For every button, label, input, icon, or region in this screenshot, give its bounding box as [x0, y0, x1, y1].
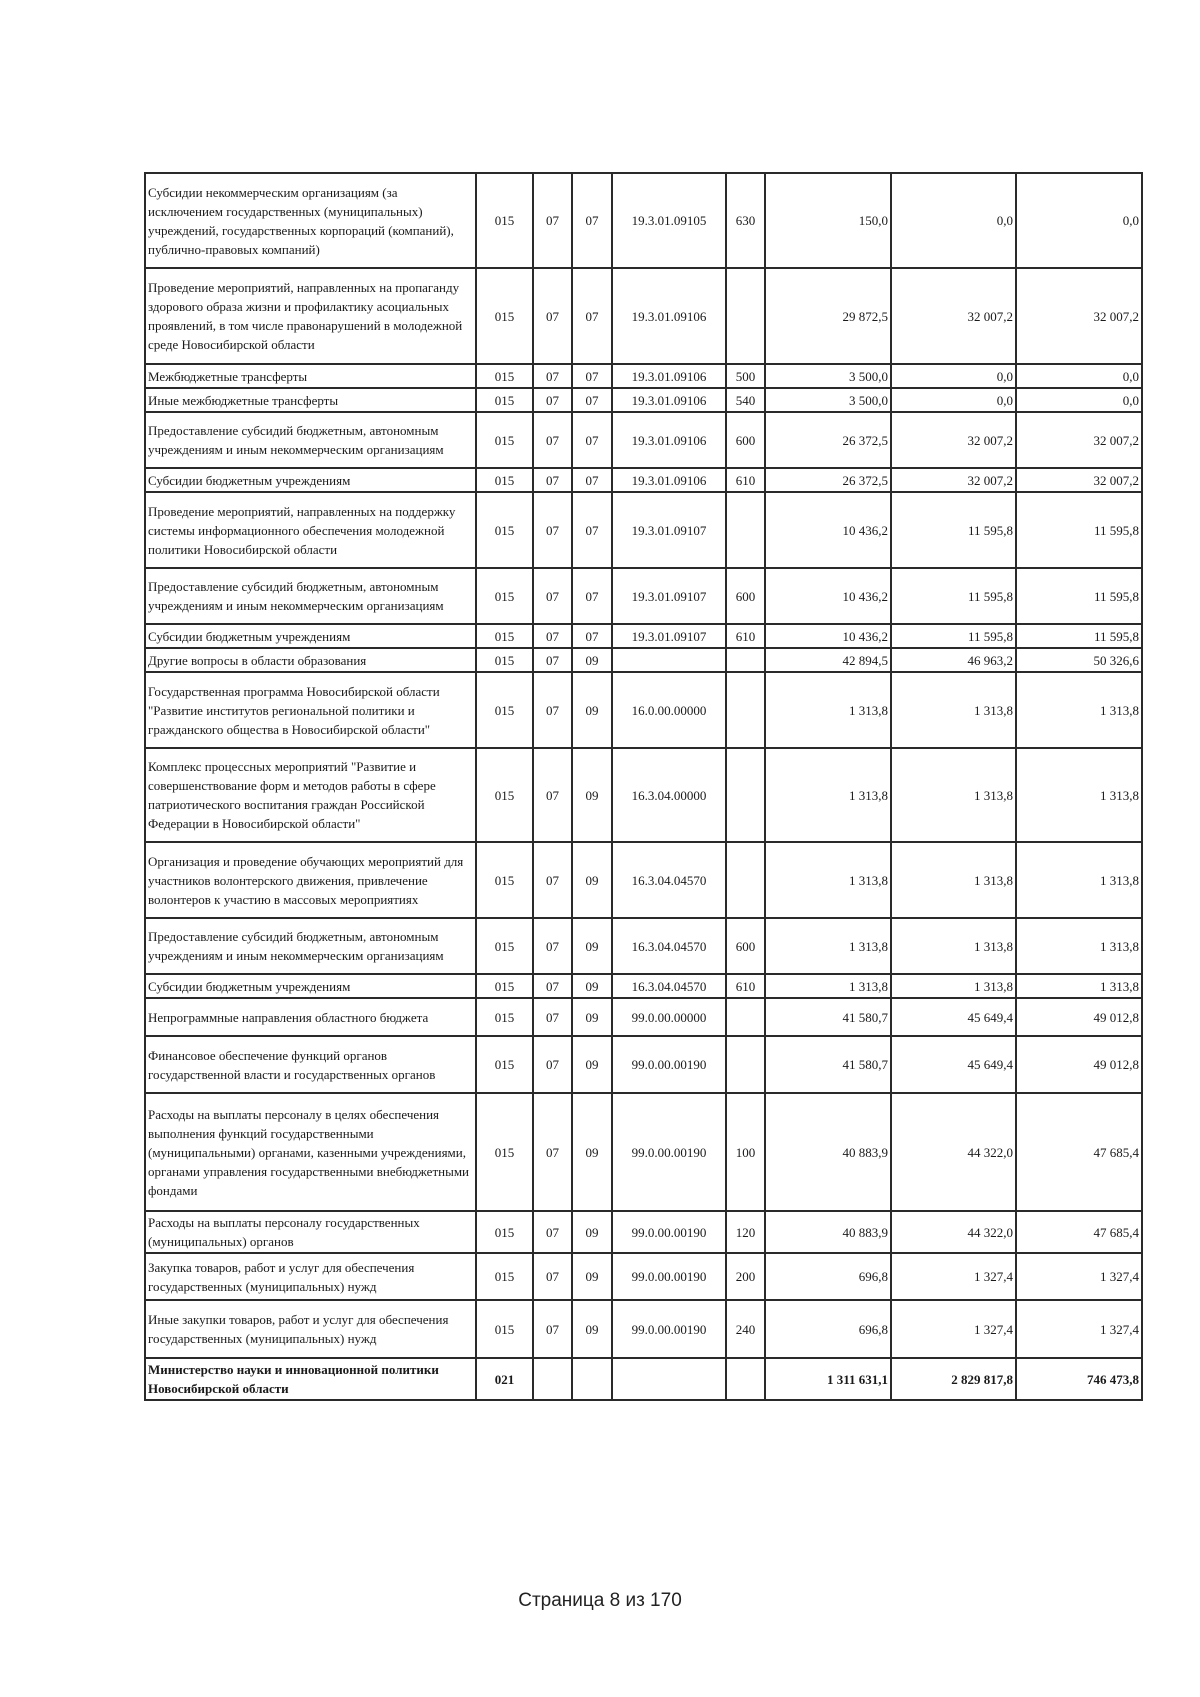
cell-amount-year3: 47 685,4: [1016, 1211, 1142, 1253]
cell-subsection-code: 09: [572, 918, 612, 974]
table-row: [145, 648, 1142, 672]
cell-name: Иные межбюджетные трансферты: [145, 388, 476, 412]
cell-subsection-code: 09: [572, 1036, 612, 1093]
cell-amount-year2: 0,0: [891, 388, 1016, 412]
cell-target-article: 19.3.01.09106: [612, 388, 726, 412]
cell-gr-code: 015: [476, 974, 533, 998]
cell-amount-year2: 44 322,0: [891, 1211, 1016, 1253]
cell-gr-code: 015: [476, 1211, 533, 1253]
cell-expense-type: 500: [726, 364, 765, 388]
table-row: [145, 842, 1142, 918]
cell-gr-code: 015: [476, 624, 533, 648]
cell-target-article: 16.3.04.00000: [612, 748, 726, 842]
cell-expense-type: 630: [726, 173, 765, 268]
cell-section-code: 07: [533, 1093, 572, 1211]
table-row: [145, 1358, 1142, 1400]
cell-expense-type: [726, 672, 765, 748]
cell-expense-type: [726, 748, 765, 842]
cell-name: Другие вопросы в области образования: [145, 648, 476, 672]
table-row: [145, 974, 1142, 998]
cell-section-code: 07: [533, 364, 572, 388]
cell-target-article: [612, 1358, 726, 1400]
cell-target-article: 16.3.04.04570: [612, 974, 726, 998]
cell-gr-code: 015: [476, 998, 533, 1036]
table-row: [145, 1093, 1142, 1211]
cell-amount-year2: 32 007,2: [891, 412, 1016, 468]
cell-name: Субсидии некоммерческим организациям (за исключением государственных (муниципальных) учреждений, государственных корпораций (компаний), публично-правовых компаний): [145, 173, 476, 268]
cell-amount-year1: 150,0: [765, 173, 891, 268]
cell-name: Министерство науки и инновационной политики Новосибирской области: [145, 1358, 476, 1400]
cell-subsection-code: 07: [572, 173, 612, 268]
cell-section-code: 07: [533, 173, 572, 268]
cell-section-code: 07: [533, 568, 572, 624]
cell-amount-year3: 50 326,6: [1016, 648, 1142, 672]
cell-subsection-code: 07: [572, 412, 612, 468]
cell-target-article: 99.0.00.00190: [612, 1036, 726, 1093]
cell-amount-year2: 1 313,8: [891, 974, 1016, 998]
cell-target-article: 19.3.01.09106: [612, 364, 726, 388]
cell-target-article: 16.3.04.04570: [612, 918, 726, 974]
cell-amount-year1: 1 311 631,1: [765, 1358, 891, 1400]
table-row: [145, 998, 1142, 1036]
table-row: [145, 918, 1142, 974]
table-row: [145, 1211, 1142, 1253]
cell-name: Предоставление субсидий бюджетным, автономным учреждениям и иным некоммерческим организациям: [145, 918, 476, 974]
cell-amount-year2: 1 327,4: [891, 1300, 1016, 1358]
cell-amount-year1: 696,8: [765, 1300, 891, 1358]
cell-amount-year2: 1 313,8: [891, 748, 1016, 842]
cell-gr-code: 015: [476, 748, 533, 842]
cell-section-code: 07: [533, 388, 572, 412]
cell-amount-year3: 47 685,4: [1016, 1093, 1142, 1211]
cell-name: Государственная программа Новосибирской области "Развитие институтов региональной политики и гражданского общества в Новосибирской области": [145, 672, 476, 748]
cell-amount-year1: 696,8: [765, 1253, 891, 1300]
cell-amount-year1: 1 313,8: [765, 672, 891, 748]
table-row: [145, 624, 1142, 648]
cell-amount-year2: 1 313,8: [891, 842, 1016, 918]
cell-gr-code: 015: [476, 648, 533, 672]
cell-amount-year2: 45 649,4: [891, 1036, 1016, 1093]
cell-target-article: 19.3.01.09105: [612, 173, 726, 268]
cell-gr-code: 015: [476, 173, 533, 268]
cell-expense-type: 600: [726, 412, 765, 468]
cell-amount-year2: 11 595,8: [891, 492, 1016, 568]
cell-expense-type: 120: [726, 1211, 765, 1253]
cell-amount-year2: 0,0: [891, 173, 1016, 268]
cell-name: Финансовое обеспечение функций органов государственной власти и государственных органов: [145, 1036, 476, 1093]
cell-amount-year3: 0,0: [1016, 173, 1142, 268]
cell-name: Субсидии бюджетным учреждениям: [145, 974, 476, 998]
cell-expense-type: 200: [726, 1253, 765, 1300]
cell-amount-year3: 1 327,4: [1016, 1253, 1142, 1300]
cell-amount-year3: 11 595,8: [1016, 492, 1142, 568]
cell-section-code: 07: [533, 1036, 572, 1093]
table-row: [145, 1253, 1142, 1300]
cell-name: Проведение мероприятий, направленных на пропаганду здорового образа жизни и профилактику асоциальных проявлений, в том числе правонарушений в молодежной среде Новосибирской области: [145, 268, 476, 364]
cell-target-article: 19.3.01.09107: [612, 568, 726, 624]
cell-gr-code: 015: [476, 268, 533, 364]
cell-name: Закупка товаров, работ и услуг для обеспечения государственных (муниципальных) нужд: [145, 1253, 476, 1300]
cell-subsection-code: 09: [572, 1211, 612, 1253]
cell-amount-year2: 11 595,8: [891, 624, 1016, 648]
cell-gr-code: 015: [476, 842, 533, 918]
cell-amount-year1: 29 872,5: [765, 268, 891, 364]
cell-name: Предоставление субсидий бюджетным, автономным учреждениям и иным некоммерческим организациям: [145, 568, 476, 624]
cell-gr-code: 015: [476, 1036, 533, 1093]
cell-amount-year2: 46 963,2: [891, 648, 1016, 672]
cell-amount-year2: 2 829 817,8: [891, 1358, 1016, 1400]
cell-gr-code: 015: [476, 364, 533, 388]
table-row: [145, 388, 1142, 412]
cell-target-article: 99.0.00.00190: [612, 1253, 726, 1300]
cell-subsection-code: 09: [572, 1253, 612, 1300]
cell-subsection-code: 07: [572, 492, 612, 568]
cell-amount-year3: 1 313,8: [1016, 748, 1142, 842]
cell-target-article: 99.0.00.00000: [612, 998, 726, 1036]
cell-amount-year1: 3 500,0: [765, 364, 891, 388]
cell-expense-type: 240: [726, 1300, 765, 1358]
cell-name: Иные закупки товаров, работ и услуг для обеспечения государственных (муниципальных) нужд: [145, 1300, 476, 1358]
cell-amount-year1: 3 500,0: [765, 388, 891, 412]
table-body: [145, 173, 1142, 1400]
cell-amount-year3: 49 012,8: [1016, 998, 1142, 1036]
cell-amount-year1: 1 313,8: [765, 974, 891, 998]
cell-gr-code: 015: [476, 1300, 533, 1358]
cell-expense-type: 610: [726, 624, 765, 648]
cell-target-article: 19.3.01.09107: [612, 492, 726, 568]
cell-amount-year1: 41 580,7: [765, 1036, 891, 1093]
cell-gr-code: 015: [476, 468, 533, 492]
cell-amount-year3: 11 595,8: [1016, 624, 1142, 648]
cell-amount-year2: 1 327,4: [891, 1253, 1016, 1300]
cell-amount-year1: 40 883,9: [765, 1093, 891, 1211]
cell-section-code: 07: [533, 1253, 572, 1300]
table-row: [145, 468, 1142, 492]
cell-name: Субсидии бюджетным учреждениям: [145, 468, 476, 492]
cell-amount-year3: 32 007,2: [1016, 268, 1142, 364]
cell-expense-type: [726, 1358, 765, 1400]
cell-amount-year1: 1 313,8: [765, 918, 891, 974]
cell-expense-type: 610: [726, 468, 765, 492]
cell-target-article: [612, 648, 726, 672]
cell-subsection-code: 09: [572, 998, 612, 1036]
cell-section-code: 07: [533, 648, 572, 672]
cell-section-code: 07: [533, 268, 572, 364]
cell-gr-code: 015: [476, 388, 533, 412]
cell-section-code: 07: [533, 672, 572, 748]
cell-name: Расходы на выплаты персоналу государственных (муниципальных) органов: [145, 1211, 476, 1253]
cell-expense-type: 100: [726, 1093, 765, 1211]
cell-gr-code: 021: [476, 1358, 533, 1400]
cell-subsection-code: 09: [572, 974, 612, 998]
cell-target-article: 16.3.04.04570: [612, 842, 726, 918]
cell-subsection-code: 09: [572, 648, 612, 672]
cell-name: Непрограммные направления областного бюджета: [145, 998, 476, 1036]
cell-amount-year2: 45 649,4: [891, 998, 1016, 1036]
cell-target-article: 99.0.00.00190: [612, 1093, 726, 1211]
cell-amount-year1: 1 313,8: [765, 748, 891, 842]
cell-amount-year1: 41 580,7: [765, 998, 891, 1036]
cell-expense-type: 600: [726, 918, 765, 974]
cell-subsection-code: 09: [572, 1093, 612, 1211]
cell-amount-year2: 0,0: [891, 364, 1016, 388]
cell-section-code: [533, 1358, 572, 1400]
cell-amount-year1: 1 313,8: [765, 842, 891, 918]
cell-gr-code: 015: [476, 492, 533, 568]
cell-section-code: 07: [533, 624, 572, 648]
cell-gr-code: 015: [476, 1253, 533, 1300]
cell-amount-year3: 0,0: [1016, 388, 1142, 412]
cell-name: Субсидии бюджетным учреждениям: [145, 624, 476, 648]
cell-section-code: 07: [533, 412, 572, 468]
cell-amount-year3: 49 012,8: [1016, 1036, 1142, 1093]
cell-name: Предоставление субсидий бюджетным, автономным учреждениям и иным некоммерческим организациям: [145, 412, 476, 468]
cell-name: Межбюджетные трансферты: [145, 364, 476, 388]
cell-amount-year2: 44 322,0: [891, 1093, 1016, 1211]
table-row: [145, 568, 1142, 624]
cell-expense-type: [726, 1036, 765, 1093]
cell-subsection-code: 09: [572, 1300, 612, 1358]
cell-amount-year3: 1 313,8: [1016, 672, 1142, 748]
cell-subsection-code: 09: [572, 748, 612, 842]
cell-expense-type: [726, 268, 765, 364]
cell-expense-type: [726, 492, 765, 568]
page-number: Страница 8 из 170: [518, 1590, 682, 1611]
cell-amount-year2: 32 007,2: [891, 268, 1016, 364]
cell-section-code: 07: [533, 1211, 572, 1253]
cell-name: Организация и проведение обучающих мероприятий для участников волонтерского движения, привлечение волонтеров к участию в массовых мероприятиях: [145, 842, 476, 918]
cell-amount-year1: 10 436,2: [765, 568, 891, 624]
budget-table: [144, 172, 1143, 1401]
cell-amount-year3: 1 313,8: [1016, 842, 1142, 918]
cell-gr-code: 015: [476, 1093, 533, 1211]
cell-gr-code: 015: [476, 568, 533, 624]
table-row: [145, 268, 1142, 364]
table-row: [145, 1300, 1142, 1358]
cell-amount-year1: 42 894,5: [765, 648, 891, 672]
cell-subsection-code: 07: [572, 364, 612, 388]
cell-target-article: 19.3.01.09107: [612, 624, 726, 648]
cell-expense-type: 600: [726, 568, 765, 624]
cell-subsection-code: 09: [572, 672, 612, 748]
cell-subsection-code: 07: [572, 468, 612, 492]
cell-target-article: 19.3.01.09106: [612, 412, 726, 468]
table-row: [145, 492, 1142, 568]
cell-gr-code: 015: [476, 672, 533, 748]
cell-amount-year2: 11 595,8: [891, 568, 1016, 624]
table-row: [145, 748, 1142, 842]
table-row: [145, 173, 1142, 268]
cell-gr-code: 015: [476, 412, 533, 468]
cell-gr-code: 015: [476, 918, 533, 974]
cell-section-code: 07: [533, 748, 572, 842]
cell-target-article: 99.0.00.00190: [612, 1211, 726, 1253]
cell-amount-year3: 746 473,8: [1016, 1358, 1142, 1400]
cell-subsection-code: [572, 1358, 612, 1400]
cell-target-article: 19.3.01.09106: [612, 468, 726, 492]
cell-target-article: 99.0.00.00190: [612, 1300, 726, 1358]
cell-section-code: 07: [533, 918, 572, 974]
cell-amount-year1: 10 436,2: [765, 624, 891, 648]
cell-subsection-code: 07: [572, 624, 612, 648]
cell-expense-type: 610: [726, 974, 765, 998]
cell-amount-year1: 26 372,5: [765, 412, 891, 468]
cell-amount-year3: 1 327,4: [1016, 1300, 1142, 1358]
cell-amount-year3: 1 313,8: [1016, 974, 1142, 998]
cell-amount-year3: 1 313,8: [1016, 918, 1142, 974]
cell-amount-year1: 10 436,2: [765, 492, 891, 568]
cell-amount-year2: 1 313,8: [891, 918, 1016, 974]
cell-name: Проведение мероприятий, направленных на поддержку системы информационного обеспечения молодежной политики Новосибирской области: [145, 492, 476, 568]
cell-subsection-code: 07: [572, 268, 612, 364]
cell-name: Расходы на выплаты персоналу в целях обеспечения выполнения функций государственными (муниципальными) органами, казенными учреждениями, органами управления государственными внебюджетными фондами: [145, 1093, 476, 1211]
table-row: [145, 1036, 1142, 1093]
cell-section-code: 07: [533, 974, 572, 998]
cell-name: Комплекс процессных мероприятий "Развитие и совершенствование форм и методов работы в сфере патриотического воспитания граждан Российской Федерации в Новосибирской области": [145, 748, 476, 842]
cell-amount-year3: 32 007,2: [1016, 412, 1142, 468]
table-row: [145, 672, 1142, 748]
cell-section-code: 07: [533, 998, 572, 1036]
cell-expense-type: [726, 998, 765, 1036]
cell-section-code: 07: [533, 842, 572, 918]
cell-amount-year3: 0,0: [1016, 364, 1142, 388]
cell-expense-type: [726, 842, 765, 918]
cell-section-code: 07: [533, 468, 572, 492]
cell-expense-type: 540: [726, 388, 765, 412]
cell-amount-year2: 32 007,2: [891, 468, 1016, 492]
cell-target-article: 16.0.00.00000: [612, 672, 726, 748]
cell-section-code: 07: [533, 492, 572, 568]
cell-amount-year1: 40 883,9: [765, 1211, 891, 1253]
cell-subsection-code: 07: [572, 388, 612, 412]
cell-amount-year3: 32 007,2: [1016, 468, 1142, 492]
table-row: [145, 412, 1142, 468]
cell-subsection-code: 07: [572, 568, 612, 624]
cell-expense-type: [726, 648, 765, 672]
cell-amount-year2: 1 313,8: [891, 672, 1016, 748]
cell-target-article: 19.3.01.09106: [612, 268, 726, 364]
cell-subsection-code: 09: [572, 842, 612, 918]
cell-section-code: 07: [533, 1300, 572, 1358]
cell-amount-year1: 26 372,5: [765, 468, 891, 492]
table-row: [145, 364, 1142, 388]
cell-amount-year3: 11 595,8: [1016, 568, 1142, 624]
